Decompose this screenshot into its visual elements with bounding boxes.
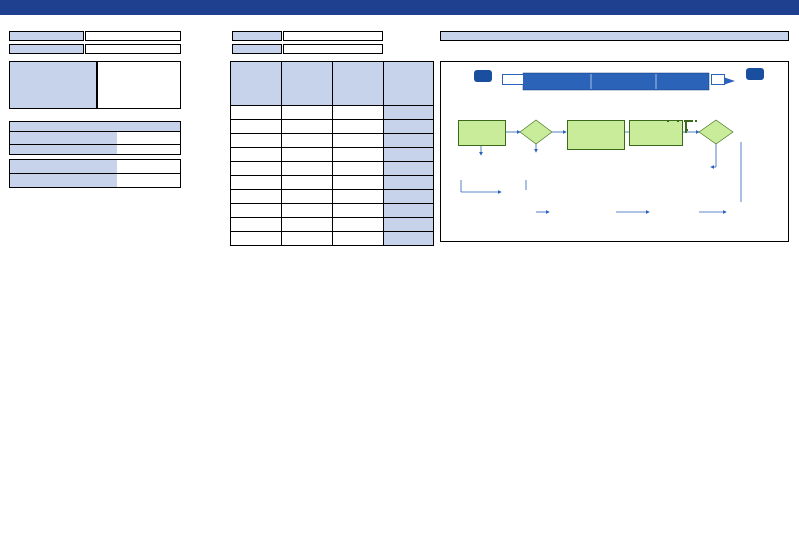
operator-row [231,120,434,134]
date-label [9,44,84,54]
total-hours-label [10,174,117,187]
version-field[interactable] [283,44,383,54]
working-days-value[interactable] [117,160,180,173]
col-gross-salary [282,62,333,106]
working-time-row [9,159,181,174]
salary-cell[interactable] [282,106,333,120]
date-field[interactable] [85,44,181,54]
col-operator-function [231,62,282,106]
cost-cell [384,148,434,162]
sheet-title [0,0,799,15]
salary-cell[interactable] [282,120,333,134]
version-label [232,44,282,54]
author-label [232,31,282,41]
col-labour-cost [384,62,434,106]
operator-row-empty [231,162,434,176]
operator-row-empty [231,204,434,218]
operator-row-empty [231,218,434,232]
cost-cell [384,106,434,120]
vsm-label [440,31,789,41]
shifts-per-day-value[interactable] [117,145,180,154]
operator-row [231,134,434,148]
operator-cell[interactable] [231,106,282,120]
cost-cell [384,134,434,148]
social-cell[interactable] [333,120,384,134]
vsm-box-configure-pc [629,120,683,146]
annual-demand-field[interactable] [97,61,181,109]
total-hours-value [117,174,180,187]
salary-cell[interactable] [282,134,333,148]
social-cell[interactable] [333,106,384,120]
hours-per-shift-label [10,132,117,144]
cost-cell [384,120,434,134]
operator-cell[interactable] [231,134,282,148]
working-time-block [9,121,181,185]
annual-demand-label [9,61,97,109]
hours-per-shift-value[interactable] [117,132,180,144]
sales-department-icon [474,70,492,82]
working-days-label [10,160,117,173]
pc-order-tag [502,74,524,85]
working-time-row [9,132,181,145]
social-cell[interactable] [333,148,384,162]
process-name-field[interactable] [85,31,181,41]
customer-icon [746,68,764,80]
vsm-diagram [440,61,789,242]
operator-cell[interactable] [231,148,282,162]
operator-table [230,61,434,246]
shifts-per-day-label [10,145,117,154]
vsm-box-check-order [458,120,506,146]
operator-row [231,148,434,162]
flow-step-check-order [527,73,591,90]
social-cell[interactable] [333,134,384,148]
author-field[interactable] [283,31,383,41]
col-social-contributions [333,62,384,106]
process-name-label [9,31,84,41]
working-time-title [9,121,181,132]
operator-cell[interactable] [231,120,282,134]
flow-step-configure [591,73,656,90]
operator-row [231,106,434,120]
operator-row-empty [231,190,434,204]
pc-tag [711,74,725,85]
operator-row-empty [231,176,434,190]
working-time-row [9,174,181,188]
working-time-row [9,145,181,155]
vsm-box-fill-form [567,120,625,150]
flow-step-bill-ship [656,73,709,90]
operator-row-empty [231,232,434,246]
salary-cell[interactable] [282,148,333,162]
